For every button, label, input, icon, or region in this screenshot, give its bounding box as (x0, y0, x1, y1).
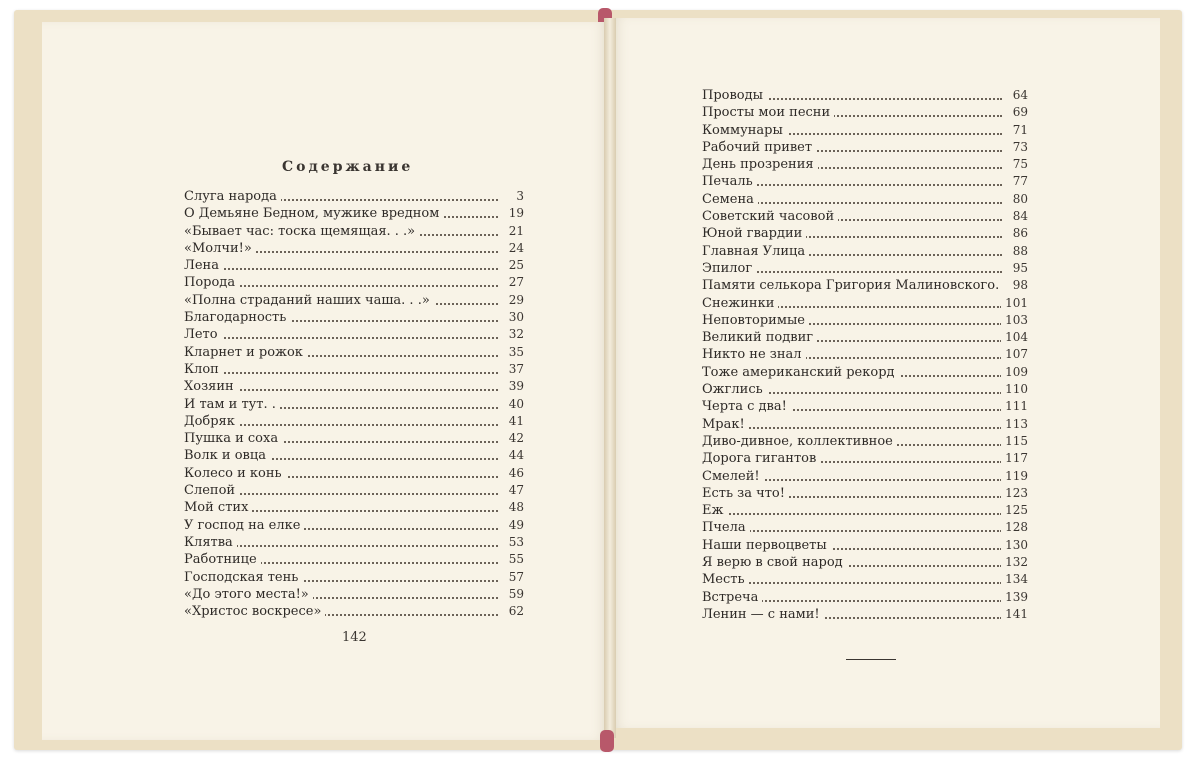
toc-entry-page: 130 (1001, 537, 1028, 554)
toc-entry-title: Еж (702, 503, 727, 518)
toc-entry (184, 465, 524, 482)
toc-entry-title: Юной гвардии (702, 226, 806, 241)
toc-entry-page: 32 (505, 326, 524, 343)
toc-entry-title: День прозрения (702, 157, 818, 172)
toc-entry-page: 115 (1001, 433, 1028, 450)
toc-entry (702, 398, 1028, 415)
toc-entry (184, 569, 524, 586)
toc-entry-title: Месть (702, 572, 749, 587)
toc-entry-page: 69 (1009, 104, 1028, 121)
toc-entry-page: 35 (505, 344, 524, 361)
toc-entry-title: Добряк (184, 414, 239, 429)
toc-entry-title: Волк и овца (184, 448, 270, 463)
toc-entry-page: 46 (505, 465, 524, 482)
toc-entry-page: 107 (1001, 346, 1028, 363)
toc-entry (184, 378, 524, 395)
toc-entry-title: Благодарность (184, 310, 290, 325)
toc-entry (184, 396, 524, 413)
toc-entry-title: Памяти селькора Григория Малиновского. (702, 278, 1003, 293)
toc-entry-page: 48 (505, 499, 524, 516)
toc-entry (184, 205, 524, 222)
toc-entry-title: Клоп (184, 362, 223, 377)
toc-entry (702, 589, 1028, 606)
toc-entry (702, 537, 1028, 554)
toc-entry-title: И там и тут. . (184, 397, 280, 412)
toc-entry-title: О Демьяне Бедном, мужике вредном (184, 206, 443, 221)
toc-entry-page: 44 (505, 447, 524, 464)
dot-leader (184, 337, 498, 339)
toc-entry-title: Никто не знал (702, 347, 806, 362)
toc-entry (184, 517, 524, 534)
toc-entry (702, 346, 1028, 363)
dot-leader (184, 372, 498, 374)
toc-entry (184, 482, 524, 499)
toc-entry (184, 499, 524, 516)
toc-entry (702, 122, 1028, 139)
toc-entry-title: Рабочий привет (702, 140, 816, 155)
toc-entry-page: 95 (1009, 260, 1028, 277)
toc-entry-page: 101 (1001, 295, 1028, 312)
toc-entry-title: Хозяин (184, 379, 238, 394)
contents-heading: Содержание (282, 159, 414, 175)
toc-entry (184, 257, 524, 274)
toc-entry (702, 191, 1028, 208)
toc-entry-title: Проводы (702, 88, 767, 103)
toc-entry-page: 123 (1001, 485, 1028, 502)
end-rule (846, 659, 896, 660)
toc-entry (702, 208, 1028, 225)
toc-entry (184, 586, 524, 603)
bookmark-thread-bottom (600, 730, 614, 752)
toc-entry-title: «До этого места!» (184, 587, 313, 602)
toc-entry-page: 21 (505, 223, 524, 240)
toc-entry (184, 240, 524, 257)
toc-entry-title: «Молчи!» (184, 241, 256, 256)
toc-entry-page: 119 (1001, 468, 1028, 485)
toc-entry-title: Диво-дивное, коллективное (702, 434, 897, 449)
toc-list-right (702, 87, 1028, 623)
toc-entry-title: Кларнет и рожок (184, 345, 307, 360)
toc-entry (702, 225, 1028, 242)
toc-entry (184, 603, 524, 620)
toc-entry-title: Ожглись (702, 382, 767, 397)
toc-entry-page: 55 (505, 551, 524, 568)
toc-entry (702, 450, 1028, 467)
toc-entry (702, 243, 1028, 260)
toc-entry-title: «Полна страданий наших чаша. . .» (184, 293, 434, 308)
toc-entry-title: Наши первоцветы (702, 538, 831, 553)
toc-entry-title: Пушка и соха (184, 431, 282, 446)
toc-entry-title: Мой стих (184, 500, 252, 515)
toc-entry (702, 104, 1028, 121)
toc-entry-title: Мрак! (702, 417, 749, 432)
toc-entry (702, 139, 1028, 156)
toc-entry (702, 260, 1028, 277)
toc-entry (184, 430, 524, 447)
toc-entry-page: 29 (505, 292, 524, 309)
toc-entry-page: 139 (1001, 589, 1028, 606)
toc-entry (702, 433, 1028, 450)
toc-entry-page: 125 (1001, 502, 1028, 519)
toc-entry-page: 80 (1009, 191, 1028, 208)
toc-entry-page: 111 (1001, 398, 1028, 415)
toc-entry-page: 19 (505, 205, 524, 222)
toc-entry-title: Семена (702, 192, 758, 207)
toc-entry-page: 128 (1001, 519, 1028, 536)
toc-entry-page: 110 (1001, 381, 1028, 398)
toc-entry (184, 326, 524, 343)
toc-entry-page: 75 (1009, 156, 1028, 173)
toc-entry-title: Эпилог (702, 261, 756, 276)
toc-entry-title: «Бывает час: тоска щемящая. . .» (184, 224, 419, 239)
toc-entry-title: Слуга народа (184, 189, 281, 204)
toc-entry (702, 468, 1028, 485)
toc-entry-page: 27 (505, 274, 524, 291)
toc-entry (702, 502, 1028, 519)
toc-entry (702, 519, 1028, 536)
toc-entry (702, 156, 1028, 173)
toc-entry-title: Тоже американский рекорд (702, 365, 899, 380)
toc-entry (702, 329, 1028, 346)
toc-entry (702, 312, 1028, 329)
toc-entry-title: Печаль (702, 174, 757, 189)
dot-leader (702, 513, 1002, 515)
toc-entry-page: 77 (1009, 173, 1028, 190)
toc-entry-title: Колесо и конь (184, 466, 286, 481)
toc-entry-title: Слепой (184, 483, 239, 498)
toc-entry-page: 3 (512, 188, 524, 205)
toc-entry-page: 71 (1009, 122, 1028, 139)
toc-entry-page: 40 (505, 396, 524, 413)
toc-entry-title: Лена (184, 258, 223, 273)
toc-entry (702, 87, 1028, 104)
toc-entry (184, 413, 524, 430)
toc-entry-title: Черта с два! (702, 399, 791, 414)
toc-entry (702, 416, 1028, 433)
toc-entry-title: Порода (184, 275, 239, 290)
toc-entry-title: «Христос воскресе» (184, 604, 325, 619)
toc-entry-title: Господская тень (184, 570, 302, 585)
toc-entry (702, 554, 1028, 571)
toc-entry (702, 381, 1028, 398)
toc-entry-title: Великий подвиг (702, 330, 817, 345)
toc-entry-page: 64 (1009, 87, 1028, 104)
toc-entry-page: 86 (1009, 225, 1028, 242)
toc-entry-page: 141 (1001, 606, 1028, 623)
toc-entry-title: Я верю в свой народ (702, 555, 847, 570)
toc-entry-page: 104 (1001, 329, 1028, 346)
toc-entry-title: Советский часовой (702, 209, 838, 224)
toc-entry-page: 41 (505, 413, 524, 430)
toc-entry-title: Дорога гигантов (702, 451, 820, 466)
book-gutter (604, 18, 616, 738)
toc-entry-page: 25 (505, 257, 524, 274)
toc-entry-page: 117 (1001, 450, 1028, 467)
toc-entry-page: 57 (505, 569, 524, 586)
toc-entry-title: Есть за что! (702, 486, 789, 501)
toc-entry-title: Снежинки (702, 296, 778, 311)
toc-entry-page: 109 (1001, 364, 1028, 381)
toc-entry (184, 361, 524, 378)
toc-entry (184, 551, 524, 568)
toc-entry-title: Пчела (702, 520, 750, 535)
toc-entry-page: 103 (1001, 312, 1028, 329)
toc-entry-title: Просты мои песни (702, 105, 834, 120)
page-number: 142 (342, 630, 367, 645)
toc-entry-page: 59 (505, 586, 524, 603)
toc-entry-page: 37 (505, 361, 524, 378)
toc-entry-page: 49 (505, 517, 524, 534)
toc-entry-title: У господ на елке (184, 518, 304, 533)
toc-entry-page: 62 (505, 603, 524, 620)
toc-entry-title: Смелей! (702, 469, 764, 484)
toc-entry (184, 292, 524, 309)
toc-entry (702, 173, 1028, 190)
toc-entry-page: 30 (505, 309, 524, 326)
toc-entry-title: Клятва (184, 535, 237, 550)
toc-entry (702, 364, 1028, 381)
toc-entry-page: 134 (1001, 571, 1028, 588)
toc-entry-title: Коммунары (702, 123, 787, 138)
toc-entry (702, 277, 1028, 294)
toc-entry (702, 571, 1028, 588)
toc-entry (184, 188, 524, 205)
toc-entry-page: 73 (1009, 139, 1028, 156)
toc-entry-title: Работнице (184, 552, 261, 567)
toc-entry (184, 223, 524, 240)
toc-entry (184, 309, 524, 326)
toc-entry-title: Главная Улица (702, 244, 809, 259)
toc-entry-title: Неповторимые (702, 313, 809, 328)
toc-entry (184, 447, 524, 464)
toc-entry-page: 39 (505, 378, 524, 395)
toc-entry (184, 534, 524, 551)
toc-entry-title: Встреча (702, 590, 762, 605)
toc-entry-page: 84 (1009, 208, 1028, 225)
dot-leader (184, 268, 498, 270)
toc-entry (702, 485, 1028, 502)
toc-entry-page: 53 (505, 534, 524, 551)
toc-entry-page: 132 (1001, 554, 1028, 571)
toc-entry-page: 98 (1009, 277, 1028, 294)
toc-entry-page: 88 (1009, 243, 1028, 260)
toc-entry (702, 295, 1028, 312)
toc-list-left (184, 188, 524, 620)
toc-entry (702, 606, 1028, 623)
toc-entry (184, 344, 524, 361)
toc-entry-page: 42 (505, 430, 524, 447)
toc-entry-page: 47 (505, 482, 524, 499)
toc-entry-title: Лето (184, 327, 222, 342)
toc-entry-title: Ленин — с нами! (702, 607, 824, 622)
toc-entry-page: 24 (505, 240, 524, 257)
toc-entry (184, 274, 524, 291)
toc-entry-page: 113 (1001, 416, 1028, 433)
